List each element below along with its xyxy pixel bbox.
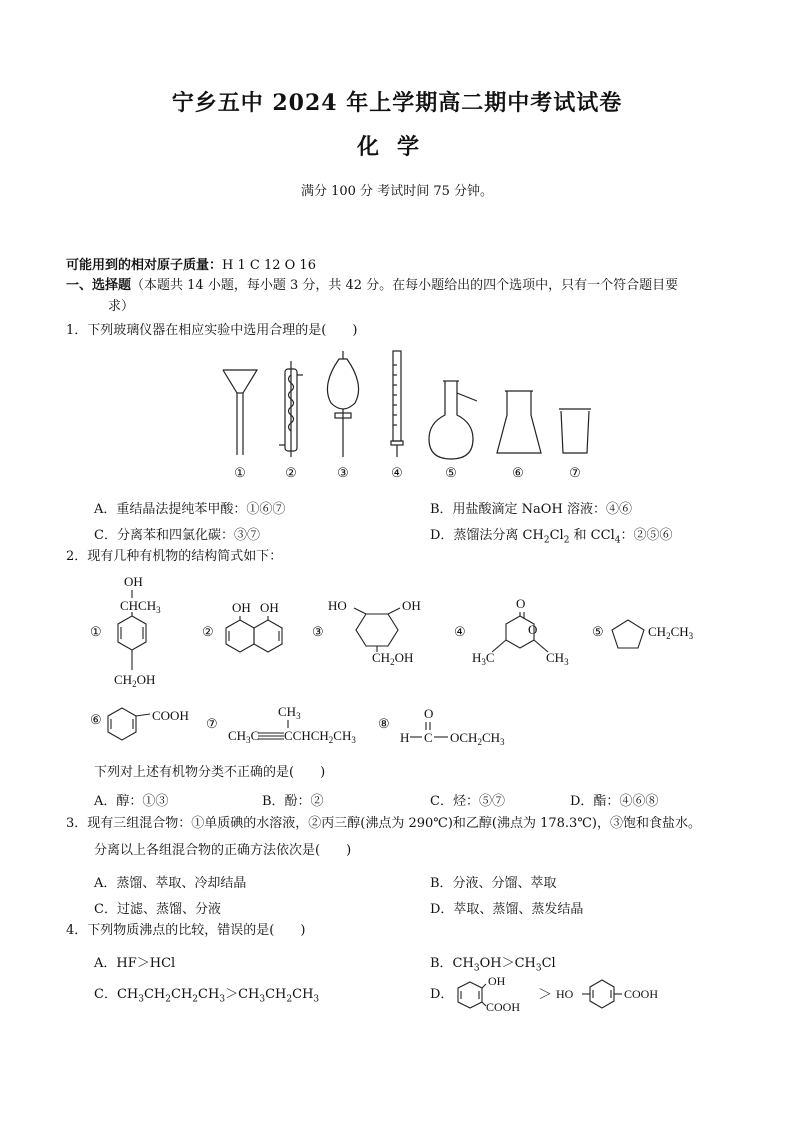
section1-instruction: （本题共 14 小题，每小题 3 分，共 42 分。在每小题给出的四个选项中，只有一个符合题目要 <box>131 278 679 293</box>
s7-ch3-top: $CH_3$ <box>278 704 301 721</box>
q1-option-b[interactable]: B．用盐酸滴定 NaOH 溶液：④⑥ <box>430 502 632 517</box>
atomic-mass-line <box>66 257 316 275</box>
q1-option-c[interactable]: C．分离苯和四氯化碳：③⑦ <box>94 528 260 543</box>
q4d-oh: OH <box>488 974 506 988</box>
structure-num-5: ⑤ <box>592 624 604 639</box>
funnel-icon <box>223 370 257 455</box>
q1-option-a[interactable]: A．重结晶法提纯苯甲酸：①⑥⑦ <box>94 502 286 517</box>
q4-option-d-figure[interactable] <box>452 968 692 1014</box>
section1-line1 <box>66 277 678 295</box>
s2-oh2: OH <box>260 600 279 615</box>
q1-apparatus-figure <box>215 345 595 485</box>
s7-ch3c: $CH_3C$ <box>228 728 260 745</box>
q2-stem: 2．现有几种有机物的结构简式如下： <box>66 549 283 564</box>
q2-structures-figure <box>88 568 728 748</box>
apparatus-label-4: ④ <box>391 465 403 480</box>
structure-num-2: ② <box>202 624 214 639</box>
q1-option-d[interactable]: D．蒸馏法分离 $CH_2Cl_2$ 和 CCl$_4$：②⑤⑥ <box>430 528 673 546</box>
q4d-ho: HO <box>556 987 574 1001</box>
q2-option-a[interactable]: A．醇：①③ <box>94 794 169 809</box>
s4-o-ring: O <box>528 622 538 637</box>
distillation-flask-icon <box>429 381 477 459</box>
beaker-icon <box>559 409 591 453</box>
structure-num-6: ⑥ <box>90 712 102 727</box>
q4-option-d-label[interactable]: D． <box>430 987 454 1002</box>
apparatus-label-7: ⑦ <box>569 465 581 480</box>
s8-h: H <box>400 730 410 745</box>
apparatus-label-6: ⑥ <box>512 465 524 480</box>
apparatus-label-1: ① <box>234 465 246 480</box>
q4d-cooh2: COOH <box>624 987 659 1001</box>
s4-o-top: O <box>516 596 526 611</box>
burette-icon <box>391 351 403 457</box>
q3-option-b[interactable]: B．分液、分馏、萃取 <box>430 876 557 891</box>
s1-oh: OH <box>124 574 143 589</box>
s7-cchch2ch3: $CCHCH_2CH_3$ <box>284 728 356 745</box>
separatory-funnel-icon <box>327 351 358 457</box>
q4-option-a[interactable]: A．HF＞HCl <box>94 956 176 971</box>
s1-ch2oh: $CH_2OH$ <box>114 672 156 689</box>
atomic-mass-values: H 1 C 12 O 16 <box>222 258 316 273</box>
apparatus-label-3: ③ <box>337 465 349 480</box>
q2-option-c[interactable]: C．烃：⑤⑦ <box>430 794 505 809</box>
s8-o-top: O <box>424 706 434 721</box>
q4-option-b[interactable]: B．$CH_3OH>CH_3Cl$ <box>430 956 556 974</box>
apparatus-label-5: ⑤ <box>445 465 457 480</box>
q3-option-a[interactable]: A．蒸馏、萃取、冷却结晶 <box>94 876 247 891</box>
structure-num-1: ① <box>90 624 102 639</box>
s6-cooh: COOH <box>152 708 189 723</box>
q3-stem2: 分离以上各组混合物的正确方法依次是( ) <box>94 843 352 858</box>
structure-num-7: ⑦ <box>206 716 218 731</box>
apparatus-label-2: ② <box>285 465 297 480</box>
subject-title: 化学 <box>356 134 437 160</box>
s4-ch3: $CH_3$ <box>546 650 569 667</box>
q3-option-d[interactable]: D．萃取、蒸馏、蒸发结晶 <box>430 902 584 917</box>
q3-option-c[interactable]: C．过滤、蒸馏、分液 <box>94 902 221 917</box>
q2-option-b[interactable]: B．酚：② <box>262 794 324 809</box>
section1-line2: 求） <box>108 299 135 314</box>
s3-oh: OH <box>402 598 421 613</box>
q4d-cooh: COOH <box>486 1000 521 1014</box>
section1-heading: 一、选择题 <box>66 278 132 293</box>
s8-c: C <box>424 730 433 745</box>
q2-question: 下列对上述有机物分类不正确的是( ) <box>94 765 326 780</box>
q4-stem: 4．下列物质沸点的比较，错误的是( ) <box>66 923 306 938</box>
structure-num-4: ④ <box>454 624 466 639</box>
q4d-gt: ＞ <box>538 988 552 1003</box>
s1-chch3: $CHCH_3$ <box>120 598 161 615</box>
s3-ch2oh: $CH_2OH$ <box>372 650 414 667</box>
q2-option-d[interactable]: D．酯：④⑥⑧ <box>570 794 659 809</box>
q1-stem: 1．下列玻璃仪器在相应实验中选用合理的是( ) <box>66 323 358 338</box>
exam-meta: 满分 100 分 考试时间 75 分钟。 <box>300 184 494 199</box>
exam-title: 宁乡五中 2024 年上学期高二期中考试试卷 <box>171 90 623 116</box>
s5-ch2ch3: $CH_2CH_3$ <box>648 624 694 641</box>
s4-h3c: $H_3C$ <box>472 650 495 667</box>
s2-oh1: OH <box>232 600 251 615</box>
conical-flask-icon <box>497 391 541 453</box>
s3-ho: HO <box>328 598 347 613</box>
structure-num-8: ⑧ <box>378 716 390 731</box>
structure-num-3: ③ <box>312 624 324 639</box>
atomic-mass-label: 可能用到的相对原子质量： <box>66 258 223 273</box>
q4-option-c[interactable]: C．$CH_3CH_2CH_2CH_3>CH_3CH_2CH_3$ <box>94 987 320 1005</box>
s8-och2ch3: $OCH_2CH_3$ <box>450 730 505 747</box>
condenser-icon <box>279 361 303 457</box>
q3-stem: 3．现有三组混合物：①单质碘的水溶液，②丙三醇(沸点为 290℃)和乙醇(沸点为 178.3℃)，③饱和食盐水。 <box>66 816 701 831</box>
